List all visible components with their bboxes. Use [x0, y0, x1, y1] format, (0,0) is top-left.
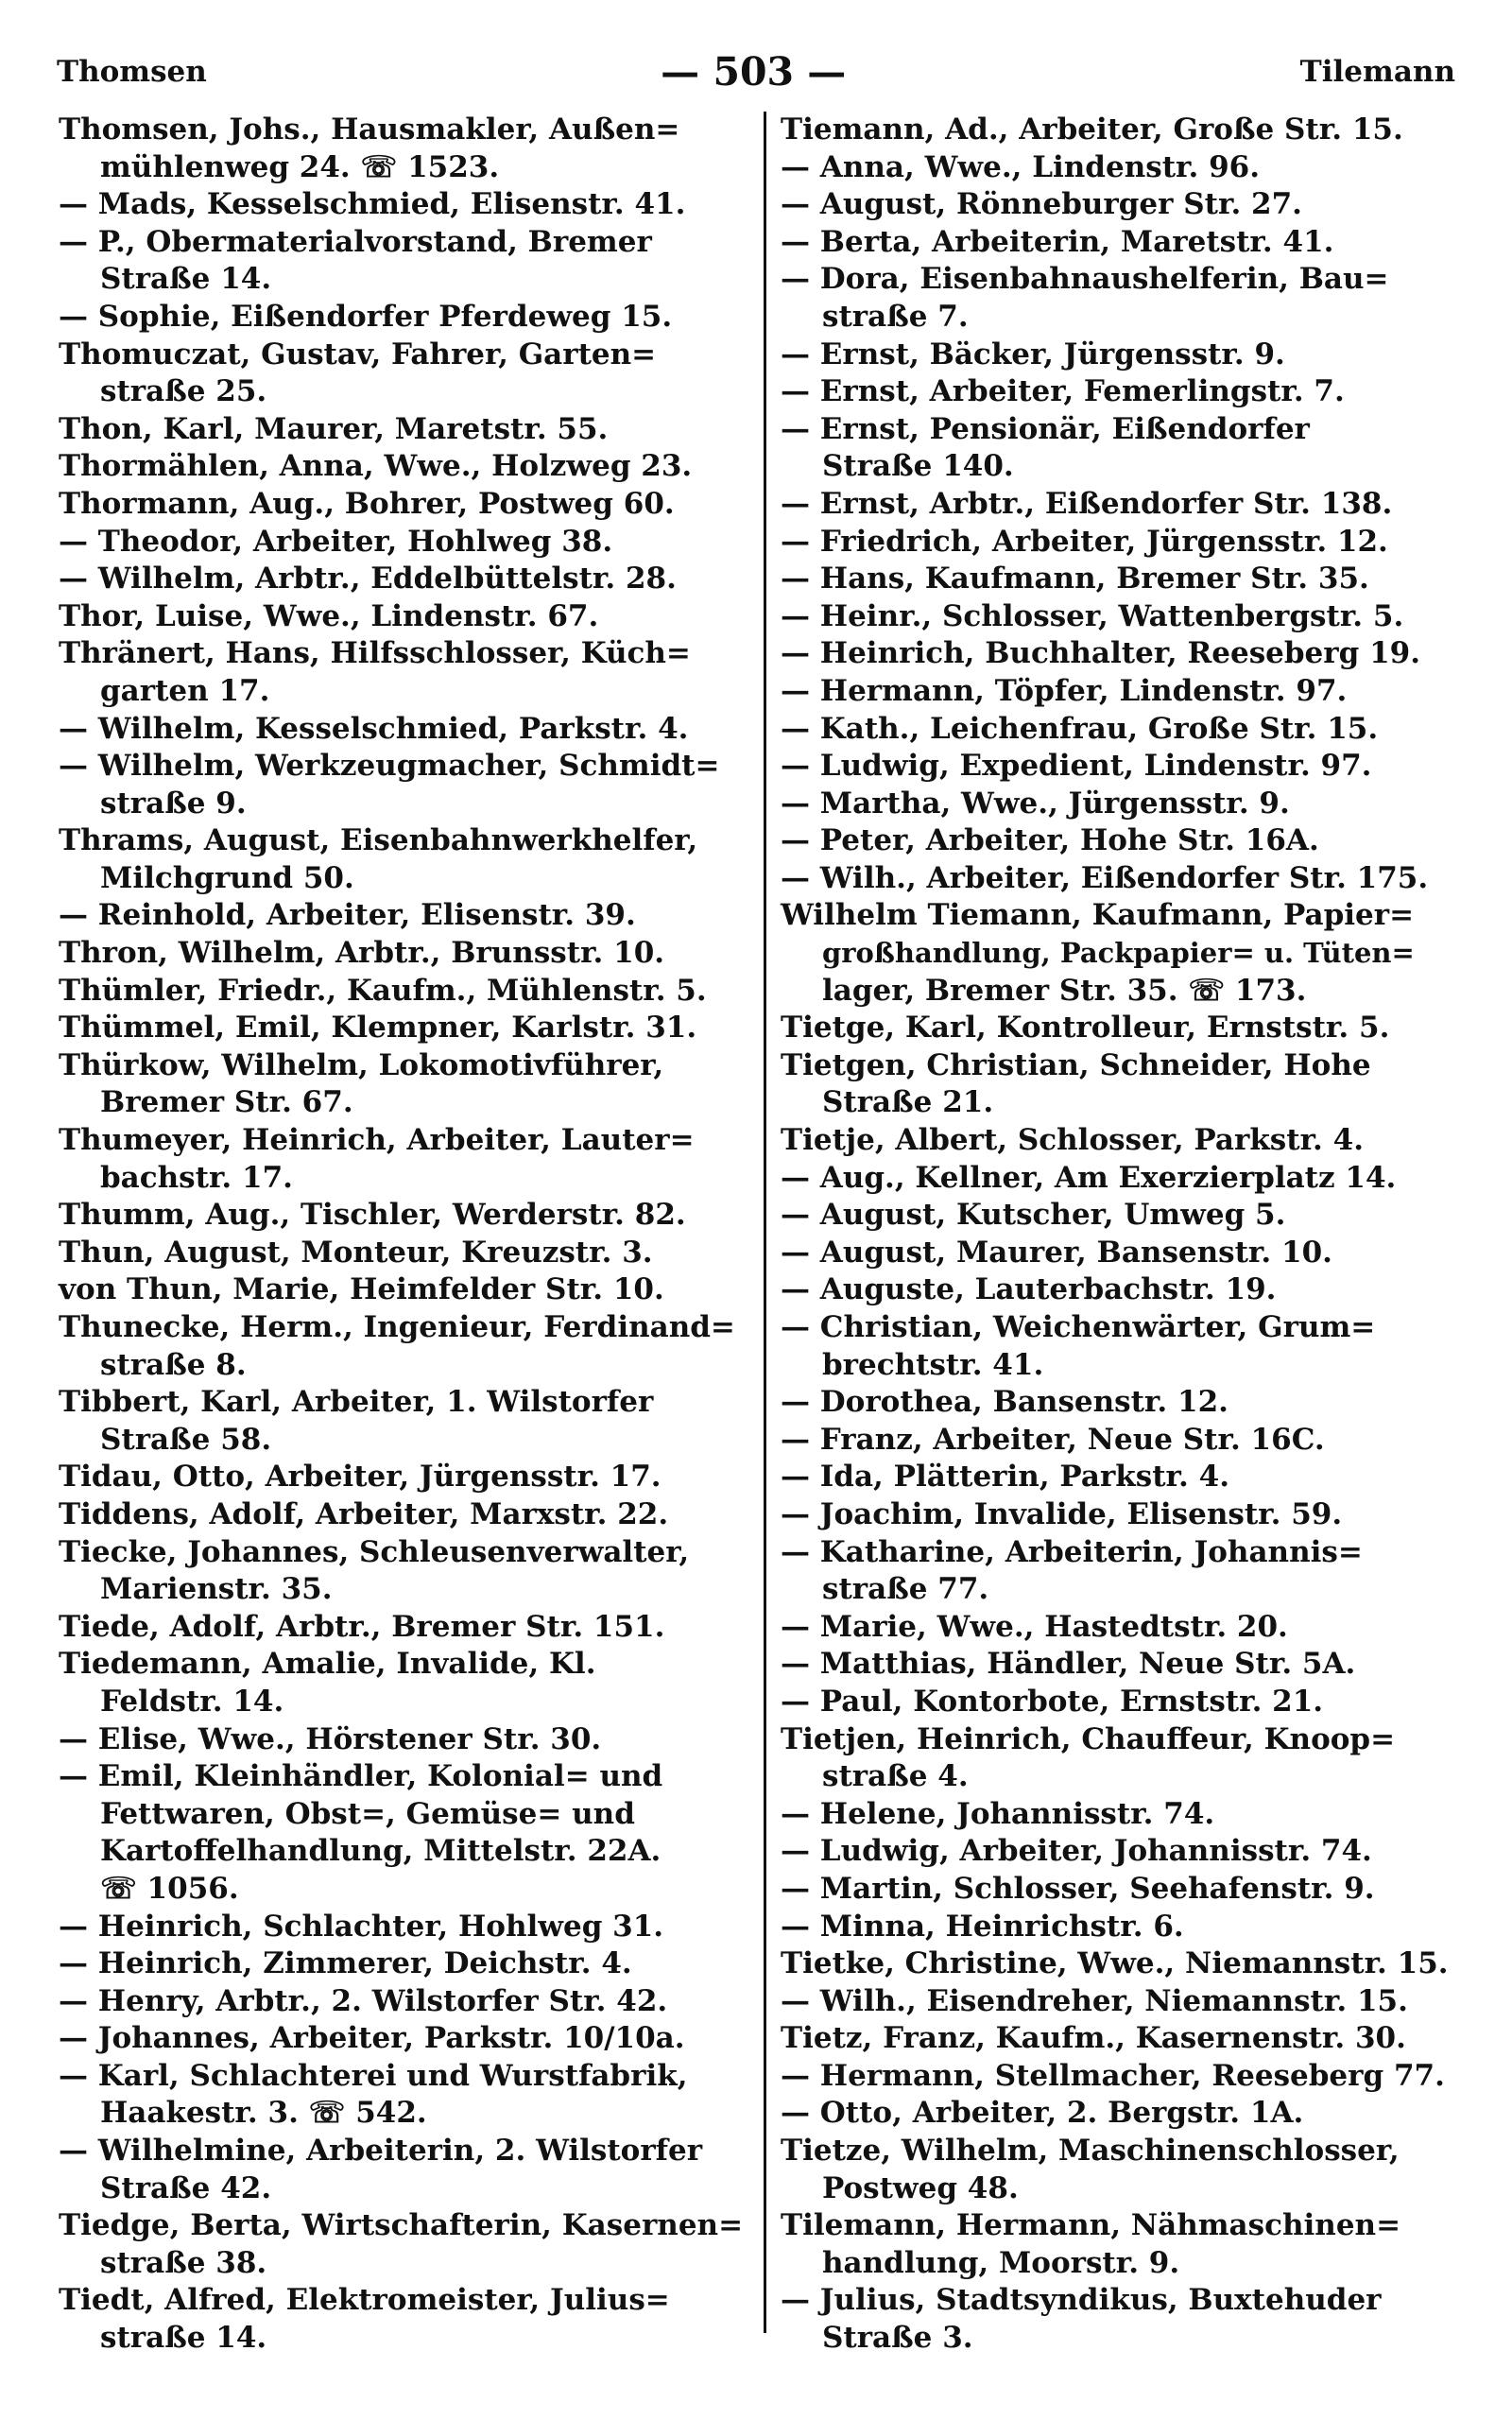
entry-line: Tilemann, Hermann, Nähmaschinen=: [781, 2208, 1401, 2243]
entry-line: — Wilh., Eisendreher, Niemannstr. 15.: [781, 1983, 1408, 2018]
directory-entry: [781, 673, 1465, 711]
entry-line: Thormählen, Anna, Wwe., Holzweg 23.: [59, 449, 693, 484]
entry-line: Thumm, Aug., Tischler, Werderstr. 82.: [59, 1198, 686, 1233]
directory-entry: [59, 1983, 758, 2021]
directory-entry: [59, 2020, 758, 2058]
entry-line: — Hermann, Stellmacher, Reeseberg 77.: [781, 2058, 1445, 2093]
directory-entry: [781, 786, 1465, 823]
directory-entry: [59, 935, 758, 973]
entry-line: Thron, Wilhelm, Arbtr., Brunsstr. 10.: [59, 936, 665, 971]
entry-line: Thon, Karl, Maurer, Maretstr. 55.: [59, 411, 609, 446]
entry-line: — Heinrich, Buchhalter, Reeseberg 19.: [781, 636, 1421, 671]
entry-continuation: Straße 58.: [100, 1422, 272, 1457]
entry-continuation: mühlenweg 24. ☏ 1523.: [100, 149, 500, 184]
entry-line: — Peter, Arbeiter, Hohe Str. 16A.: [781, 823, 1319, 858]
column-divider: [764, 112, 766, 2333]
directory-entry: [781, 1909, 1465, 1946]
directory-entry: [59, 1909, 758, 1946]
entry-line: — Otto, Arbeiter, 2. Bergstr. 1A.: [781, 2096, 1304, 2131]
entry-line: Tiedt, Alfred, Elektromeister, Julius=: [59, 2283, 670, 2318]
entry-line: — Ludwig, Expedient, Lindenstr. 97.: [781, 749, 1372, 784]
entry-continuation: straße 4.: [822, 1759, 969, 1794]
entry-line: — Martha, Wwe., Jürgensstr. 9.: [781, 786, 1290, 821]
entry-line: — Ernst, Arbeiter, Femerlingstr. 7.: [781, 374, 1345, 409]
directory-entry: [781, 411, 1465, 486]
entry-line: — Helene, Johannisstr. 74.: [781, 1796, 1215, 1831]
entry-line: — Friedrich, Arbeiter, Jürgensstr. 12.: [781, 524, 1388, 559]
entry-line: — Ernst, Bäcker, Jürgensstr. 9.: [781, 337, 1285, 372]
directory-entry: [59, 186, 758, 224]
entry-line: — Kath., Leichenfrau, Große Str. 15.: [781, 711, 1379, 746]
entry-line: — Franz, Arbeiter, Neue Str. 16C.: [781, 1422, 1325, 1457]
directory-entry: [59, 897, 758, 935]
entry-continuation: straße 14.: [100, 2321, 267, 2356]
directory-entry: [781, 1833, 1465, 1871]
directory-entry: [781, 2058, 1465, 2096]
directory-entry: [59, 224, 758, 299]
entry-line: Tietz, Franz, Kaufm., Kasernenstr. 30.: [781, 2021, 1406, 2056]
entry-line: — Joachim, Invalide, Elisenstr. 59.: [781, 1496, 1343, 1531]
entry-line: — Dorothea, Bansenstr. 12.: [781, 1385, 1228, 1420]
directory-entry: [59, 1010, 758, 1047]
entry-line: — August, Rönneburger Str. 27.: [781, 187, 1302, 222]
entry-continuation: Straße 42.: [100, 2170, 272, 2205]
entry-line: — Sophie, Eißendorfer Pferdeweg 15.: [59, 299, 673, 334]
entry-line: Tiedge, Berta, Wirtschafterin, Kasernen=: [59, 2208, 744, 2243]
entry-line: — Wilh., Arbeiter, Eißendorfer Str. 175.: [781, 860, 1429, 895]
directory-entry: [59, 1646, 758, 1720]
directory-entry: [59, 1534, 758, 1609]
directory-entry: [59, 2058, 758, 2133]
directory-entry: [781, 1721, 1465, 1796]
entry-line: — Ernst, Pensionär, Eißendorfer: [781, 411, 1310, 446]
entry-continuation: Milchgrund 50.: [100, 860, 354, 895]
directory-entry: [59, 598, 758, 636]
entry-line: — Auguste, Lauterbachstr. 19.: [781, 1272, 1277, 1307]
entry-line: — Karl, Schlachterei und Wurstfabrik,: [59, 2058, 688, 2093]
directory-entry: [59, 1721, 758, 1759]
entry-continuation: handlung, Moorstr. 9.: [822, 2245, 1180, 2280]
entry-line: — Ernst, Arbtr., Eißendorfer Str. 138.: [781, 486, 1393, 521]
directory-entry: [781, 598, 1465, 636]
entry-line: — August, Kutscher, Umweg 5.: [781, 1198, 1286, 1233]
directory-entry: [781, 1796, 1465, 1834]
entry-line: — Paul, Kontorbote, Ernststr. 21.: [781, 1684, 1324, 1719]
entry-line: Tietge, Karl, Kontrolleur, Ernststr. 5.: [781, 1011, 1390, 1046]
entry-line: Tiecke, Johannes, Schleusenverwalter,: [59, 1534, 690, 1569]
directory-entry: [781, 1945, 1465, 1983]
entry-continuation: bachstr. 17.: [100, 1160, 293, 1195]
entry-line: — Matthias, Händler, Neue Str. 5A.: [781, 1647, 1356, 1682]
entry-line: Tidau, Otto, Arbeiter, Jürgensstr. 17.: [59, 1460, 662, 1495]
entry-line: Wilhelm Tiemann, Kaufmann, Papier=: [781, 898, 1415, 933]
directory-entry: [59, 337, 758, 411]
entry-line: — August, Maurer, Bansenstr. 10.: [781, 1235, 1332, 1270]
entry-line: — Wilhelm, Werkzeugmacher, Schmidt=: [59, 749, 720, 784]
entry-continuation: Haakestr. 3. ☏ 542.: [100, 2096, 427, 2131]
directory-entry: [781, 1422, 1465, 1460]
entry-line: Thun, August, Monteur, Kreuzstr. 3.: [59, 1235, 653, 1270]
directory-entry: [59, 524, 758, 562]
directory-entry: [781, 1496, 1465, 1534]
entry-line: — Wilhelmine, Arbeiterin, 2. Wilstorfer: [59, 2134, 703, 2169]
directory-entry: [781, 2133, 1465, 2207]
entry-continuation: Postweg 48.: [822, 2170, 1019, 2205]
entry-line: — Heinrich, Schlachter, Hohlweg 31.: [59, 1909, 664, 1944]
directory-entry: [781, 2207, 1465, 2282]
directory-entry: [781, 1047, 1465, 1122]
entry-continuation: brechtstr. 41.: [822, 1347, 1044, 1382]
page-header: [57, 28, 1455, 95]
directory-entry: [59, 1384, 758, 1459]
directory-entry: [781, 1534, 1465, 1609]
entry-line: — Anna, Wwe., Lindenstr. 96.: [781, 149, 1261, 184]
entry-line: — Henry, Arbtr., 2. Wilstorfer Str. 42.: [59, 1983, 668, 2018]
directory-entry: [781, 635, 1465, 673]
entry-line: Thomuczat, Gustav, Fahrer, Garten=: [59, 337, 657, 372]
directory-entry: [59, 1758, 758, 1908]
entry-continuation: Bremer Str. 67.: [100, 1085, 353, 1120]
directory-entry: [781, 1609, 1465, 1647]
directory-entry: [59, 2282, 758, 2357]
directory-entry: [781, 224, 1465, 262]
directory-entry: [59, 635, 758, 710]
directory-entry: [781, 2095, 1465, 2133]
directory-entry: [59, 1197, 758, 1235]
directory-entry: [781, 112, 1465, 149]
directory-entry: [59, 1047, 758, 1122]
directory-entry: [781, 860, 1465, 898]
entry-line: — Heinrich, Zimmerer, Deichstr. 4.: [59, 1946, 632, 1981]
directory-entry: [781, 486, 1465, 524]
entry-continuation: Feldstr. 14.: [100, 1684, 284, 1719]
directory-entry: [781, 561, 1465, 598]
header-left-keyword: Thomsen: [57, 55, 207, 89]
entry-continuation: straße 25.: [100, 374, 267, 409]
directory-entry: [781, 1646, 1465, 1684]
entry-line: — Julius, Stadtsyndikus, Buxtehuder: [781, 2283, 1382, 2318]
directory-entry: [781, 261, 1465, 336]
directory-entry: [59, 1309, 758, 1384]
entry-continuation: Straße 21.: [822, 1085, 994, 1120]
entry-line: — Hermann, Töpfer, Lindenstr. 97.: [781, 673, 1348, 708]
directory-entry: [781, 1197, 1465, 1235]
entry-continuation: straße 77.: [822, 1572, 989, 1607]
directory-entry: [781, 1983, 1465, 2021]
entry-line: — Aug., Kellner, Am Exerzierplatz 14.: [781, 1160, 1397, 1195]
entry-line: — Wilhelm, Arbtr., Eddelbüttelstr. 28.: [59, 562, 677, 596]
entry-line: — Ludwig, Arbeiter, Johannisstr. 74.: [781, 1834, 1372, 1869]
entry-line: — Berta, Arbeiterin, Maretstr. 41.: [781, 224, 1334, 259]
directory-entry: [59, 973, 758, 1011]
entry-line: Thümler, Friedr., Kaufm., Mühlenstr. 5.: [59, 973, 707, 1008]
entry-line: Thümmel, Emil, Klempner, Karlstr. 31.: [59, 1011, 697, 1046]
directory-entry: [781, 748, 1465, 786]
entry-continuation: ☏ 1056.: [100, 1871, 239, 1906]
directory-entry: [781, 1160, 1465, 1198]
directory-entry: [781, 1871, 1465, 1909]
entry-continuation: Kartoffelhandlung, Mittelstr. 22A.: [100, 1834, 662, 1869]
directory-entry: [59, 299, 758, 337]
directory-entry: [781, 711, 1465, 749]
directory-entry: [781, 1010, 1465, 1047]
entry-continuation: großhandlung, Packpapier= u. Tüten=: [822, 937, 1415, 970]
entry-continuation: Marienstr. 35.: [100, 1572, 333, 1607]
entry-line: von Thun, Marie, Heimfelder Str. 10.: [59, 1272, 664, 1307]
entry-line: Thunecke, Herm., Ingenieur, Ferdinand=: [59, 1310, 735, 1344]
entry-line: — Martin, Schlosser, Seehafenstr. 9.: [781, 1871, 1375, 1906]
directory-entry: [781, 149, 1465, 187]
directory-entry: [781, 2282, 1465, 2357]
directory-entry: [59, 112, 758, 186]
entry-line: Thumeyer, Heinrich, Arbeiter, Lauter=: [59, 1123, 695, 1158]
entry-line: — Katharine, Arbeiterin, Johannis=: [781, 1534, 1363, 1569]
entry-line: Tietke, Christine, Wwe., Niemannstr. 15.: [781, 1946, 1449, 1981]
directory-entry: [781, 373, 1465, 411]
directory-entry: [59, 1496, 758, 1534]
directory-entry: [781, 337, 1465, 374]
directory-entry: [59, 1271, 758, 1309]
directory-entry: [59, 486, 758, 524]
entry-continuation: straße 38.: [100, 2245, 267, 2280]
entry-continuation: straße 8.: [100, 1347, 247, 1382]
directory-entry: [59, 748, 758, 822]
entry-continuation: garten 17.: [100, 673, 270, 708]
directory-entry: [781, 524, 1465, 562]
entry-line: Thomsen, Johs., Hausmakler, Außen=: [59, 112, 680, 147]
directory-entry: [59, 1945, 758, 1983]
entry-continuation: Straße 14.: [100, 262, 272, 297]
directory-entry: [781, 2020, 1465, 2058]
entry-line: Tibbert, Karl, Arbeiter, 1. Wilstorfer: [59, 1385, 654, 1420]
entry-line: Tiede, Adolf, Arbtr., Bremer Str. 151.: [59, 1609, 665, 1644]
directory-entry: [59, 448, 758, 486]
directory-entry: [59, 822, 758, 897]
directory-entry: [781, 186, 1465, 224]
entry-continuation: Straße 3.: [822, 2321, 973, 2356]
entry-line: Thränert, Hans, Hilfsschlosser, Küch=: [59, 636, 691, 671]
entry-line: — Minna, Heinrichstr. 6.: [781, 1909, 1184, 1944]
directory-entry: [59, 2207, 758, 2282]
entry-line: — Heinr., Schlosser, Wattenbergstr. 5.: [781, 598, 1404, 633]
directory-entry: [59, 711, 758, 749]
left-column: [59, 112, 758, 2358]
page-number: — 503 —: [661, 49, 847, 95]
entry-line: — Emil, Kleinhändler, Kolonial= und: [59, 1759, 663, 1794]
directory-entry: [59, 1235, 758, 1272]
entry-line: — P., Obermaterialvorstand, Bremer: [59, 224, 652, 259]
right-column: [781, 112, 1465, 2358]
entry-line: — Johannes, Arbeiter, Parkstr. 10/10a.: [59, 2021, 685, 2056]
entry-line: Thormann, Aug., Bohrer, Postweg 60.: [59, 486, 675, 521]
entry-line: — Dora, Eisenbahnaushelferin, Bau=: [781, 262, 1389, 297]
entry-line: — Marie, Wwe., Hastedtstr. 20.: [781, 1609, 1288, 1644]
entry-continuation: lager, Bremer Str. 35. ☏ 173.: [822, 973, 1307, 1008]
entry-line: Tiemann, Ad., Arbeiter, Große Str. 15.: [781, 112, 1403, 147]
entry-continuation: straße 7.: [822, 299, 969, 334]
entry-line: — Ida, Plätterin, Parkstr. 4.: [781, 1460, 1229, 1495]
directory-entry: [781, 1122, 1465, 1160]
directory-entry: [781, 1309, 1465, 1384]
directory-entry: [781, 1384, 1465, 1422]
entry-line: — Elise, Wwe., Hörstener Str. 30.: [59, 1721, 602, 1756]
directory-entry: [781, 822, 1465, 860]
directory-entry: [781, 1684, 1465, 1721]
header-right-keyword: Tilemann: [1299, 55, 1455, 89]
entry-line: — Theodor, Arbeiter, Hohlweg 38.: [59, 524, 613, 559]
entry-line: Thürkow, Wilhelm, Lokomotivführer,: [59, 1047, 664, 1082]
directory-entry: [59, 2133, 758, 2207]
entry-line: Thrams, August, Eisenbahnwerkhelfer,: [59, 823, 698, 858]
directory-entry: [59, 411, 758, 449]
entry-line: Tietje, Albert, Schlosser, Parkstr. 4.: [781, 1123, 1365, 1158]
directory-entry: [59, 1122, 758, 1197]
entry-line: Tiedemann, Amalie, Invalide, Kl.: [59, 1647, 596, 1682]
entry-line: Tietze, Wilhelm, Maschinenschlosser,: [781, 2134, 1400, 2169]
entry-continuation: Fettwaren, Obst=, Gemüse= und: [100, 1796, 635, 1831]
entry-line: Tietgen, Christian, Schneider, Hohe: [781, 1047, 1371, 1082]
entry-line: — Christian, Weichenwärter, Grum=: [781, 1310, 1376, 1344]
entry-continuation: straße 9.: [100, 786, 247, 821]
directory-entry: [59, 561, 758, 598]
directory-entry: [781, 1271, 1465, 1309]
directory-entry: [781, 897, 1465, 1010]
entry-line: Tietjen, Heinrich, Chauffeur, Knoop=: [781, 1721, 1396, 1756]
entry-line: Thor, Luise, Wwe., Lindenstr. 67.: [59, 598, 599, 633]
entry-line: — Reinhold, Arbeiter, Elisenstr. 39.: [59, 898, 636, 933]
entry-line: — Wilhelm, Kesselschmied, Parkstr. 4.: [59, 711, 689, 746]
entry-line: — Hans, Kaufmann, Bremer Str. 35.: [781, 562, 1369, 596]
entry-line: — Mads, Kesselschmied, Elisenstr. 41.: [59, 187, 686, 222]
directory-entry: [59, 1609, 758, 1647]
directory-entry: [781, 1459, 1465, 1496]
directory-entry: [781, 1235, 1465, 1272]
entry-continuation: Straße 140.: [822, 449, 1014, 484]
directory-entry: [59, 1459, 758, 1496]
entry-line: Tiddens, Adolf, Arbeiter, Marxstr. 22.: [59, 1496, 669, 1531]
